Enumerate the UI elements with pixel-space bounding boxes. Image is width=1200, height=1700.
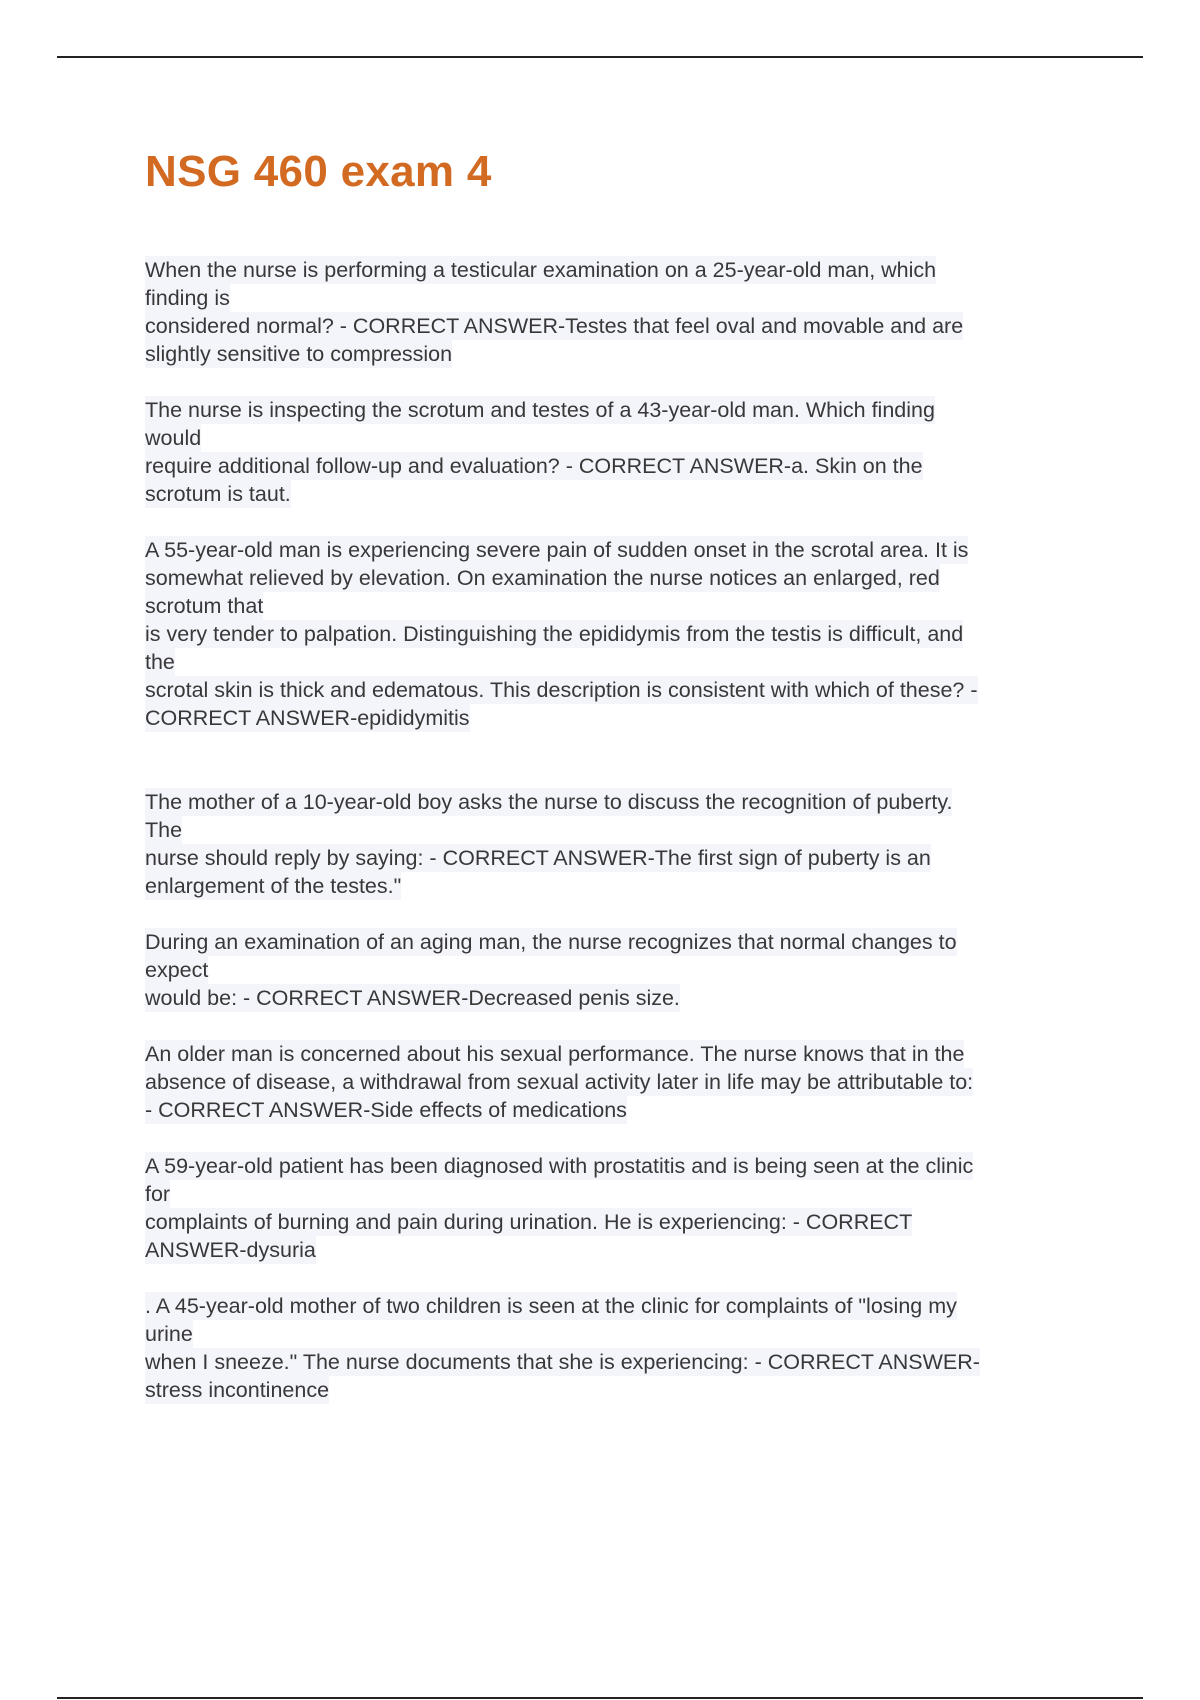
qa-line: . A 45-year-old mother of two children is seen at the clinic for complaints of "losing my	[145, 1294, 957, 1318]
qa-line: is very tender to palpation. Distinguishing the epididymis from the testis is difficult, and	[145, 622, 964, 646]
qa-item-5	[145, 928, 1095, 1012]
qa-line: would	[145, 426, 202, 450]
qa-line: finding is	[145, 286, 230, 310]
paragraph-gap	[145, 368, 1095, 396]
qa-line: expect	[145, 958, 209, 982]
qa-line: when I sneeze." The nurse documents that she is experiencing: - CORRECT ANSWER-	[145, 1350, 980, 1374]
qa-line: A 55-year-old man is experiencing severe pain of sudden onset in the scrotal area. It is	[145, 538, 969, 562]
qa-line: urine	[145, 1322, 193, 1346]
qa-line: A 59-year-old patient has been diagnosed with prostatitis and is being seen at the clinic	[145, 1154, 974, 1178]
qa-item-8	[145, 1292, 1095, 1404]
qa-line: The nurse is inspecting the scrotum and testes of a 43-year-old man. Which finding	[145, 398, 935, 422]
qa-line: The	[145, 818, 183, 842]
qa-line: CORRECT ANSWER-epididymitis	[145, 706, 470, 730]
qa-item-3	[145, 536, 1095, 732]
paragraph-gap	[145, 1124, 1095, 1152]
qa-line: slightly sensitive to compression	[145, 342, 453, 366]
qa-line: require additional follow-up and evaluation? - CORRECT ANSWER-a. Skin on the	[145, 454, 923, 478]
qa-line: When the nurse is performing a testicular examination on a 25-year-old man, which	[145, 258, 937, 282]
qa-line: for	[145, 1182, 171, 1206]
paragraph-gap	[145, 1264, 1095, 1292]
top-rule	[57, 56, 1143, 58]
qa-line: ANSWER-dysuria	[145, 1238, 316, 1262]
qa-item-1	[145, 256, 1095, 368]
qa-line: absence of disease, a withdrawal from sexual activity later in life may be attributable to:	[145, 1070, 974, 1094]
qa-line: scrotum that	[145, 594, 264, 618]
qa-line: scrotum is taut.	[145, 482, 291, 506]
qa-line: The mother of a 10-year-old boy asks the nurse to discuss the recognition of puberty.	[145, 790, 953, 814]
paragraph-gap	[145, 1012, 1095, 1040]
bottom-rule	[57, 1697, 1143, 1699]
qa-line: During an examination of an aging man, the nurse recognizes that normal changes to	[145, 930, 957, 954]
qa-line: stress incontinence	[145, 1378, 330, 1402]
qa-line: complaints of burning and pain during urination. He is experiencing: - CORRECT	[145, 1210, 913, 1234]
qa-line: enlargement of the testes."	[145, 874, 402, 898]
qa-item-6	[145, 1040, 1095, 1124]
qa-line: somewhat relieved by elevation. On examination the nurse notices an enlarged, red	[145, 566, 940, 590]
qa-line: scrotal skin is thick and edematous. This description is consistent with which of these? -	[145, 678, 978, 702]
paragraph-gap	[145, 508, 1095, 536]
qa-item-4	[145, 788, 1095, 900]
qa-line: An older man is concerned about his sexual performance. The nurse knows that in the	[145, 1042, 965, 1066]
qa-line: considered normal? - CORRECT ANSWER-Testes that feel oval and movable and are	[145, 314, 964, 338]
document-body	[145, 256, 1095, 1404]
document-title: NSG 460 exam 4	[145, 147, 492, 196]
paragraph-gap	[145, 900, 1095, 928]
qa-line: nurse should reply by saying: - CORRECT ANSWER-The first sign of puberty is an	[145, 846, 931, 870]
qa-item-7	[145, 1152, 1095, 1264]
qa-line: the	[145, 650, 175, 674]
paragraph-gap	[145, 732, 1095, 788]
qa-item-2	[145, 396, 1095, 508]
qa-line: would be: - CORRECT ANSWER-Decreased penis size.	[145, 986, 680, 1010]
qa-line: - CORRECT ANSWER-Side effects of medications	[145, 1098, 627, 1122]
